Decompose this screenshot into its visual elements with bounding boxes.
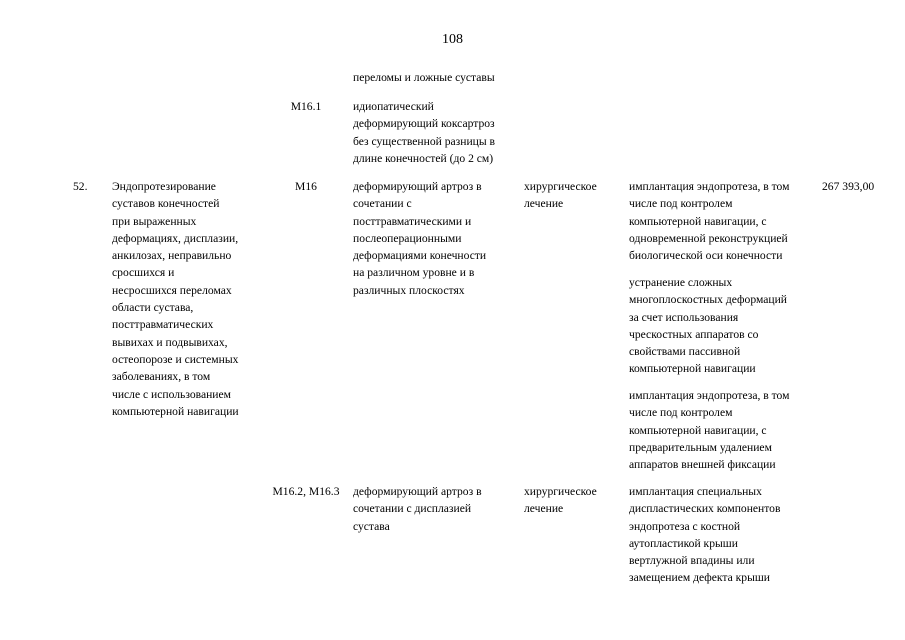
text-line: свойствами пассивной (629, 345, 741, 359)
text-line: биологической оси конечности (629, 249, 783, 263)
text-line: остеопорозе и системных (112, 352, 239, 366)
text-line: многоплоскостных деформаций (629, 293, 787, 307)
text-line: имплантация специальных (629, 485, 762, 498)
text-line: деформирующий коксартроз (353, 117, 495, 131)
text-line: длине конечностей (до 2 см) (353, 151, 494, 165)
text-line: за счет использования (629, 310, 739, 324)
text-line: аутопластикой крыши (629, 536, 738, 550)
text-line: заболеваниях, в том (112, 370, 211, 384)
text-line: области сустава, (112, 301, 194, 315)
text-line: замещением дефекта крыши (629, 571, 770, 585)
treatment-type-2 (524, 483, 619, 518)
text-line: при выраженных (112, 214, 197, 228)
text-line: вывихах и подвывихах, (112, 335, 228, 349)
text-line: числе под контролем (629, 197, 733, 211)
text-line: компьютерной навигации (629, 362, 756, 376)
text-line: компьютерной навигации (112, 404, 239, 418)
text-line: деформациях, дисплазии, (112, 231, 239, 245)
icd-code-m16-1: M16.1 (290, 100, 322, 113)
text-line: аппаратов внешней фиксации (629, 458, 776, 472)
text-line: суставов конечностей (112, 197, 220, 211)
text-line: сросшихся и (112, 266, 175, 280)
text-line: числе под контролем (629, 406, 733, 420)
text-line: переломы и ложные суставы (353, 71, 495, 84)
text-line: хирургическое (524, 180, 597, 193)
icd-code-m16: M16 (295, 180, 317, 193)
treatment-type (524, 178, 619, 213)
treatment-method-3 (629, 387, 814, 473)
text-line: чрескостных аппаратов со (629, 327, 759, 341)
text-line: посттравматическими и (353, 214, 472, 228)
row-number: 52. (73, 180, 88, 193)
text-line: деформирующий артроз в (353, 180, 482, 193)
text-line: сочетании с (353, 197, 412, 211)
text-line: имплантация эндопротеза, в том (629, 180, 790, 193)
cost-value: 267 393,00 (822, 180, 875, 193)
text-line: анкилозах, неправильно (112, 249, 232, 263)
text-line: несросшихся переломах (112, 283, 232, 297)
diagnosis-m16 (353, 178, 513, 299)
text-line: хирургическое (524, 485, 597, 498)
diagnosis-continuation (353, 69, 513, 86)
text-line: компьютерной навигации, с (629, 423, 767, 437)
text-line: деформирующий артроз в (353, 485, 482, 498)
text-line: различных плоскостях (353, 283, 465, 297)
text-line: деформациями конечности (353, 249, 487, 263)
text-line: вертлужной впадины или (629, 554, 755, 568)
text-line: одновременной реконструкцией (629, 231, 788, 245)
text-line: устранение сложных (629, 276, 733, 289)
page-number: 108 (442, 32, 463, 47)
text-line: идиопатический (353, 100, 434, 113)
procedure-name (112, 178, 262, 420)
diagnosis-m16-2-m16-3 (353, 483, 513, 535)
text-line: лечение (524, 502, 564, 516)
text-line: послеоперационными (353, 231, 462, 245)
treatment-method-2 (629, 274, 814, 378)
text-line: без существенной разницы в (353, 134, 496, 148)
text-line: диспластических компонентов (629, 502, 781, 516)
text-line: компьютерной навигации, с (629, 214, 767, 228)
text-line: Эндопротезирование (112, 180, 216, 193)
text-line: эндопротеза с костной (629, 519, 741, 533)
text-line: лечение (524, 197, 564, 211)
icd-code-m16-2-m16-3: M16.2, M16.3 (272, 485, 340, 498)
text-line: предварительным удалением (629, 440, 772, 454)
text-line: сустава (353, 519, 390, 533)
text-line: на различном уровне и в (353, 266, 475, 280)
diagnosis-m16-1 (353, 98, 513, 167)
treatment-method-4 (629, 483, 814, 587)
text-line: числе с использованием (112, 387, 231, 401)
treatment-method-1 (629, 178, 814, 264)
text-line: сочетании с дисплазией (353, 502, 472, 516)
text-line: посттравматических (112, 318, 214, 332)
text-line: имплантация эндопротеза, в том (629, 389, 790, 402)
